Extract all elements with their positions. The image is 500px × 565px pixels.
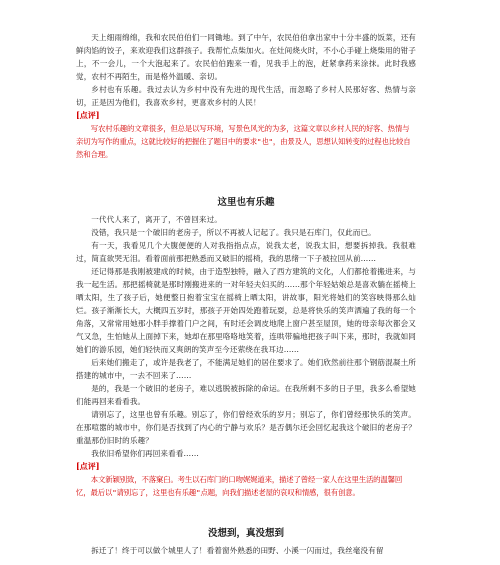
essay1-paragraph-2: 乡村也有乐趣。我过去认为乡村中没有先进的现代生活，而忽略了乡村人民那好客、热情与亲切，正是因为他们，我喜欢乡村，更喜欢乡村的人民！ <box>76 85 416 107</box>
essay1-section <box>76 31 416 161</box>
essay2-paragraph-4: 还记得那是我刚被建成的时候，由于造型独特，融入了西方建筑的文化，人们都抢着搬进来，与我一起生活。那把摇椅就是那时刚搬进来的一对年轻夫妇买的……那个年轻姑娘总是喜欢躺在摇椅上晒太阳，生了孩子后，她便整日抱着宝宝在摇椅上晒太阳，讲故事，阳光将她们的笑容映得那么灿烂。孩子渐渐长大，大概四五岁时，那孩子开始四处跑着玩耍，总是将快乐的笑声洒遍了我的每一个角落，又常常用她那小胖手撑着门户之间，有时还会调皮地爬上窗户甚至屋顶，她的母亲每次都会又气又急，生怕她从上面掉下来，她却在那里咯咯地笑着，连哄带骗地把孩子叫下来，那时，我就如同她们的游乐园，她们轻快而又爽朗的笑声至今还萦绕在我耳边…… <box>76 267 416 354</box>
essay2-paragraph-2: 没错，我只是一个破旧的老房子，所以不再被人记起了。我只是石库门，仅此而已。 <box>91 228 376 237</box>
essay2-review-text: 本文新颖别致，不落窠臼。考生以石库门的口吻娓娓道来，描述了曾经一家人在这里生活的温馨回忆，最后以"请别忘了，这里也有乐趣"点题，向我们描述老屋的哀叹和情感，很有创意。 <box>76 475 403 497</box>
essay2-paragraph-8: 我依旧希望你们再回来看看…… <box>91 449 199 458</box>
essay2-review-label: [点评] <box>76 461 100 471</box>
essay2-paragraph-1: 一代代人来了，离开了，不曾回来过。 <box>91 215 222 224</box>
essay1-review-text: 写农村乐趣的文章很多，但总是以写环境，写景色风光的为多，这篇文章以乡村人民的好客、热情与亲切为写作的重点，这就比较好的把握住了题目中的要求"也"，由景及人，思想认知转变的过程也比较自然和合理。 <box>76 124 411 159</box>
essay1-paragraph-1: 天上细雨绵绵，我和农民伯伯们一同锄地。到了中午，农民伯伯拿出家中十分丰盛的饭菜，还有鲜肉馅的饺子，来欢迎我们这群孩子。我帮忙点柴加火。在灶间烧火时，不小心手碰上烧柴用的钳子上，不一会儿，一个大泡起来了。农民伯伯跑来一看，见我手上的泡，赶紧拿药来涂抹。此时我感觉，农村不再陌生，而是格外温暖、亲切。 <box>76 33 416 81</box>
essay3-section <box>76 527 416 557</box>
essay3-paragraph-1: 拆迁了！终于可以做个城里人了！看着窗外熟悉的田野、小溪一闪而过，我丝毫没有留 <box>91 546 384 555</box>
essay2-paragraph-5: 后来她们搬走了，或许是我老了，不能满足她们的居住要求了。她们欣然前往那个钢筋混凝土所搭建的城市中，一去不回来了…… <box>76 358 416 380</box>
essay2-paragraph-7: 请别忘了，这里也曾有乐趣。别忘了，你们曾经欢乐的岁月；别忘了，你们曾经那快乐的笑声。在那喧嚣的城市中，你们是否找到了内心的宁静与欢乐？是否偶尔还会回忆起我这个破旧的老房子？重温那份旧时的乐趣？ <box>76 410 416 445</box>
essay3-title: 没想到，真没想到 <box>207 528 284 539</box>
essay2-section <box>76 196 416 499</box>
essay2-paragraph-3: 有一天，我看见几个大腹便便的人对我指指点点，说我太老，说我太旧，想要拆掉我。我很难过，简直欲哭无泪。看着面前那把熟悉而又破旧的摇椅，我的思绪一下子被拉回从前…… <box>76 241 416 263</box>
essay2-title: 这里也有乐趣 <box>217 197 275 208</box>
essay2-paragraph-6: 是的，我是一个破旧的老房子，难以逃脱被拆除的命运。在我所剩不多的日子里，我多么希望她们能再回来看看我。 <box>76 384 416 406</box>
essay1-review-label: [点评] <box>76 110 100 120</box>
